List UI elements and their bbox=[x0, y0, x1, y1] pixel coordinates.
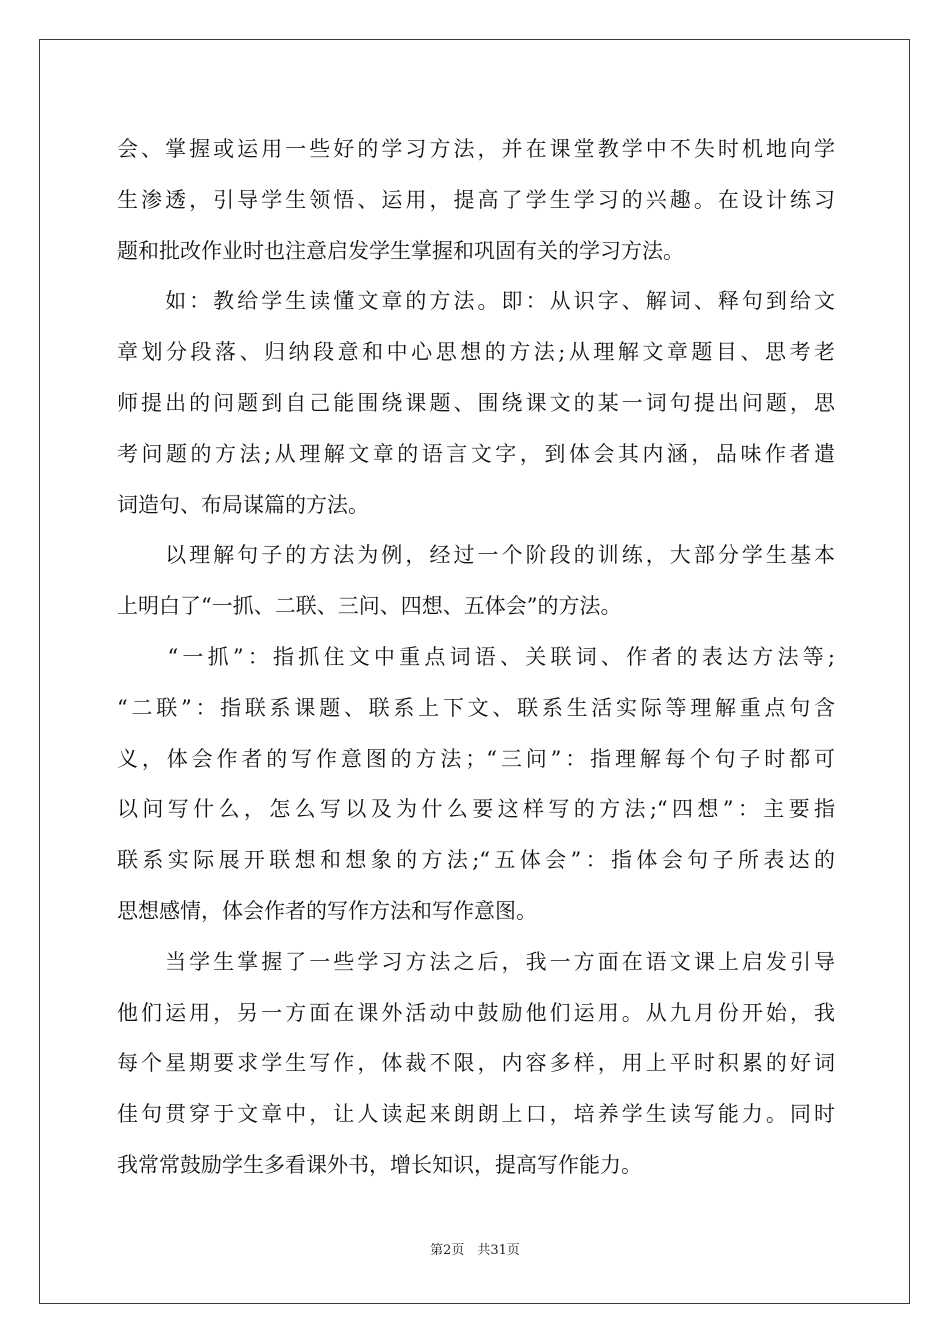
text-line: 生渗透，引导学生领悟、运用，提高了学生学习的兴趣。在设计练习 bbox=[117, 187, 835, 212]
text-line: 词造句、布局谋篇的方法。 bbox=[117, 492, 369, 517]
text-line: 我常常鼓励学生多看课外书，增长知识，提高写作能力。 bbox=[117, 1152, 642, 1177]
text-line: 佳句贯穿于文章中，让人读起来朗朗上口，培养学生读写能力。同时 bbox=[117, 1102, 835, 1127]
text-line: 题和批改作业时也注意启发学生掌握和巩固有关的学习方法。 bbox=[117, 238, 684, 263]
text-line: 考问题的方法;从理解文章的语言文字，到体会其内涵，品味作者遣 bbox=[117, 441, 835, 466]
text-line: 他们运用，另一方面在课外活动中鼓励他们运用。从九月份开始，我 bbox=[117, 1000, 835, 1025]
text-line: 义，体会作者的写作意图的方法；“三问”：指理解每个句子时都可 bbox=[117, 746, 835, 771]
text-line: 会、掌握或运用一些好的学习方法，并在课堂教学中不失时机地向学 bbox=[117, 137, 835, 161]
text-line: “二联”：指联系课题、联系上下文、联系生活实际等理解重点句含 bbox=[117, 695, 835, 720]
text-line: 上明白了“一抓、二联、三问、四想、五体会”的方法。 bbox=[117, 594, 622, 619]
text-line: 如：教给学生读懂文章的方法。即：从识字、解词、释句到给文 bbox=[117, 289, 835, 314]
text-line: 每个星期要求学生写作，体裁不限，内容多样，用上平时积累的好词 bbox=[117, 1051, 835, 1076]
document-body bbox=[117, 124, 835, 1191]
text-line: 章划分段落、归纳段意和中心思想的方法;从理解文章题目、思考老 bbox=[117, 340, 835, 365]
text-line: 联系实际展开联想和想象的方法;“五体会”：指体会句子所表达的 bbox=[117, 848, 835, 873]
text-line: 师提出的问题到自己能围绕课题、围绕课文的某一词句提出问题，思 bbox=[117, 390, 835, 415]
page-number-footer: 第2页 共31页 bbox=[430, 1243, 520, 1258]
text-line: 以理解句子的方法为例，经过一个阶段的训练，大部分学生基本 bbox=[117, 543, 835, 568]
text-line: 当学生掌握了一些学习方法之后，我一方面在语文课上启发引导 bbox=[117, 949, 835, 974]
text-line: “一抓”：指抓住文中重点词语、关联词、作者的表达方法等; bbox=[117, 644, 835, 669]
text-line: 思想感情，体会作者的写作方法和写作意图。 bbox=[117, 898, 537, 923]
text-line: 以问写什么，怎么写以及为什么要这样写的方法;“四想”：主要指 bbox=[117, 797, 835, 822]
